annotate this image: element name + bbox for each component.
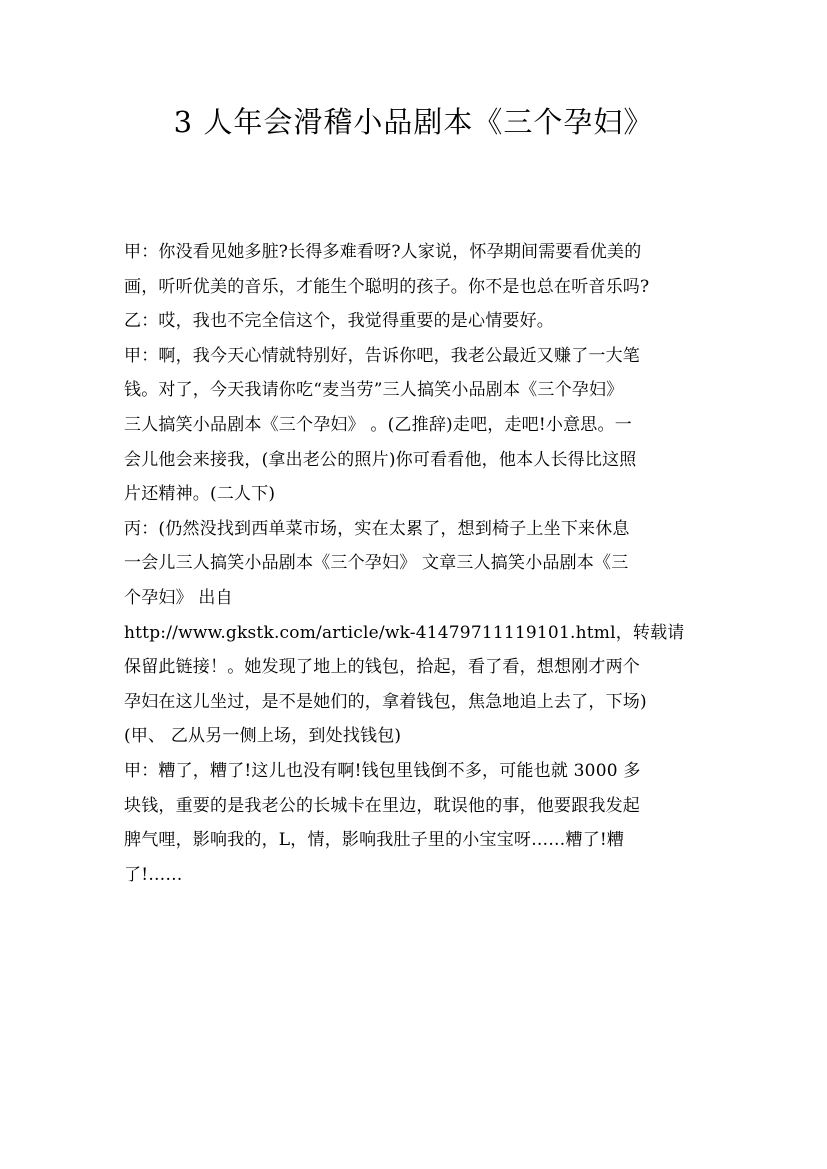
text-line: 甲：啊，我今天心情就特别好，告诉你吧，我老公最近又赚了一大笔 [124,345,640,366]
text-line: 三人搞笑小品剧本《三个孕妇》 。(乙推辞)走吧，走吧!小意思。一 [124,414,632,435]
document-body [124,235,714,892]
text-line: 甲：你没看见她多脏?长得多难看呀?人家说，怀孕期间需要看优美的 [124,242,642,262]
text-line: 一会儿三人搞笑小品剧本《三个孕妇》 文章三人搞笑小品剧本《三 [124,553,629,574]
text-line: (甲、 乙从另一侧上场，到处找钱包) [124,726,402,747]
text-line: 个孕妇》 出自 [124,587,233,608]
text-line: 脾气哩，影响我的，L，情，影响我肚子里的小宝宝呀……糟了!糟 [124,830,625,851]
text-line: 保留此链接！。她发现了地上的钱包，拾起，看了看，想想刚才两个 [124,657,640,678]
text-line: 甲：糟了，糟了!这儿也没有啊!钱包里钱倒不多，可能也就 3000 多 [124,760,641,781]
text-line: 了!…… [124,864,183,885]
document-title: 3 人年会滑稽小品剧本《三个孕妇》 [173,105,654,139]
text-line: 钱。对了，今天我请你吃“麦当劳”三人搞笑小品剧本《三个孕妇》 [124,380,624,401]
text-line: 块钱，重要的是我老公的长城卡在里边，耽误他的事，他要跟我发起 [124,795,640,816]
text-line: 会儿他会来接我，(拿出老公的照片)你可看看他，他本人长得比这照 [124,449,637,470]
text-line: 孕妇在这儿坐过，是不是她们的，拿着钱包，焦急地追上去了，下场) [124,691,647,712]
text-line: 乙：哎，我也不完全信这个，我觉得重要的是心情要好。 [124,311,554,332]
text-line: 丙：(仍然没找到西单菜市场，实在太累了，想到椅子上坐下来休息 [124,518,630,539]
text-line: 画，听听优美的音乐，才能生个聪明的孩子。你不是也总在听音乐吗? [124,276,650,297]
url-line: http://www.gkstk.com/article/wk-41479711119101.html，转载请 [124,622,685,643]
text-line: 片还精神。(二人下) [124,484,276,505]
